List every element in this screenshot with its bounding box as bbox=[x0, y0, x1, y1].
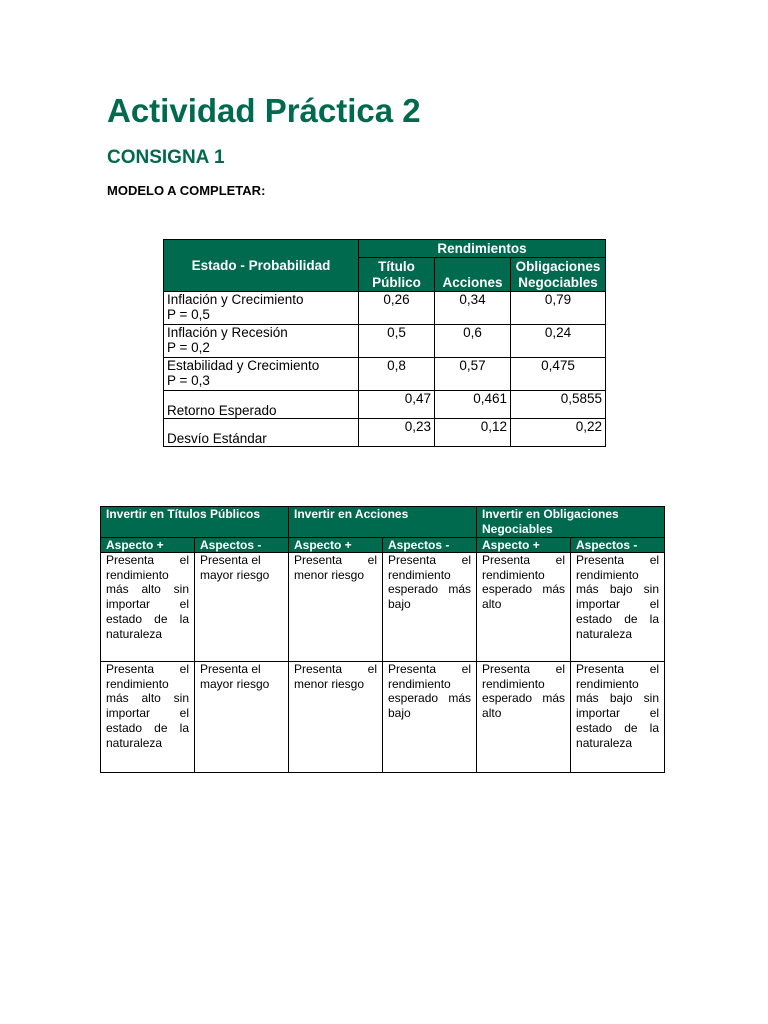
header-acciones: Acciones bbox=[435, 258, 511, 292]
aspect-cell: Presenta el rendimiento más bajo sin importar el estado de la naturaleza bbox=[571, 662, 665, 773]
table-row bbox=[101, 553, 665, 662]
header-returns: Rendimientos bbox=[359, 240, 606, 258]
state-label: Estabilidad y Crecimiento P = 0,3 bbox=[164, 358, 359, 391]
header-obligaciones: Invertir en Obligaciones Negociables bbox=[477, 507, 665, 538]
aspect-positive-header: Aspecto + bbox=[101, 538, 195, 553]
stdev-titulo: 0,23 bbox=[359, 419, 435, 447]
table-header-row bbox=[164, 240, 606, 258]
aspect-cell: Presenta el menor riesgo bbox=[289, 662, 383, 773]
aspect-cell: Presenta el rendimiento más alto sin importar el estado de la naturaleza bbox=[101, 553, 195, 662]
aspect-cell: Presenta el rendimiento más alto sin importar el estado de la naturaleza bbox=[101, 662, 195, 773]
expected-acciones: 0,461 bbox=[435, 391, 511, 419]
state-label: Inflación y Crecimiento P = 0,5 bbox=[164, 292, 359, 325]
expected-oblig: 0,5855 bbox=[511, 391, 606, 419]
value-titulo: 0,26 bbox=[359, 292, 435, 325]
header-obligaciones: Obligaciones Negociables bbox=[511, 258, 606, 292]
model-label: MODELO A COMPLETAR: bbox=[107, 183, 266, 198]
aspect-negative-header: Aspectos - bbox=[383, 538, 477, 553]
stdev-oblig: 0,22 bbox=[511, 419, 606, 447]
value-titulo: 0,5 bbox=[359, 325, 435, 358]
value-oblig: 0,24 bbox=[511, 325, 606, 358]
aspect-cell: Presenta el menor riesgo bbox=[289, 553, 383, 662]
aspect-cell: Presenta el rendimiento esperado más bajo bbox=[383, 553, 477, 662]
aspect-header-row bbox=[101, 538, 665, 553]
page-title: Actividad Práctica 2 bbox=[107, 92, 421, 129]
table-row bbox=[164, 325, 606, 358]
value-titulo: 0,8 bbox=[359, 358, 435, 391]
aspect-positive-header: Aspecto + bbox=[477, 538, 571, 553]
value-oblig: 0,79 bbox=[511, 292, 606, 325]
investment-header-row bbox=[101, 507, 665, 538]
aspect-negative-header: Aspectos - bbox=[195, 538, 289, 553]
header-titulo-publico: Título Público bbox=[359, 258, 435, 292]
section-title: CONSIGNA 1 bbox=[107, 147, 225, 168]
aspect-cell: Presenta el rendimiento esperado más bajo bbox=[383, 662, 477, 773]
header-acciones: Invertir en Acciones bbox=[289, 507, 477, 538]
table-row bbox=[164, 358, 606, 391]
aspect-cell: Presenta el rendimiento más bajo sin importar el estado de la naturaleza bbox=[571, 553, 665, 662]
aspect-cell: Presenta el mayor riesgo bbox=[195, 662, 289, 773]
aspect-cell: Presenta el mayor riesgo bbox=[195, 553, 289, 662]
header-titulos-publicos: Invertir en Títulos Públicos bbox=[101, 507, 289, 538]
table-row bbox=[101, 662, 665, 773]
value-acciones: 0,34 bbox=[435, 292, 511, 325]
std-dev-label: Desvío Estándar bbox=[164, 419, 359, 447]
aspect-negative-header: Aspectos - bbox=[571, 538, 665, 553]
table-row bbox=[164, 292, 606, 325]
returns-table bbox=[163, 239, 606, 447]
expected-titulo: 0,47 bbox=[359, 391, 435, 419]
value-acciones: 0,6 bbox=[435, 325, 511, 358]
stdev-acciones: 0,12 bbox=[435, 419, 511, 447]
expected-return-row bbox=[164, 391, 606, 419]
value-oblig: 0,475 bbox=[511, 358, 606, 391]
aspects-table bbox=[100, 506, 665, 773]
aspect-cell: Presenta el rendimiento esperado más alto bbox=[477, 662, 571, 773]
aspect-positive-header: Aspecto + bbox=[289, 538, 383, 553]
header-state-probability: Estado - Probabilidad bbox=[164, 240, 359, 292]
value-acciones: 0,57 bbox=[435, 358, 511, 391]
aspect-cell: Presenta el rendimiento esperado más alto bbox=[477, 553, 571, 662]
expected-return-label: Retorno Esperado bbox=[164, 391, 359, 419]
state-label: Inflación y Recesión P = 0,2 bbox=[164, 325, 359, 358]
std-dev-row bbox=[164, 419, 606, 447]
